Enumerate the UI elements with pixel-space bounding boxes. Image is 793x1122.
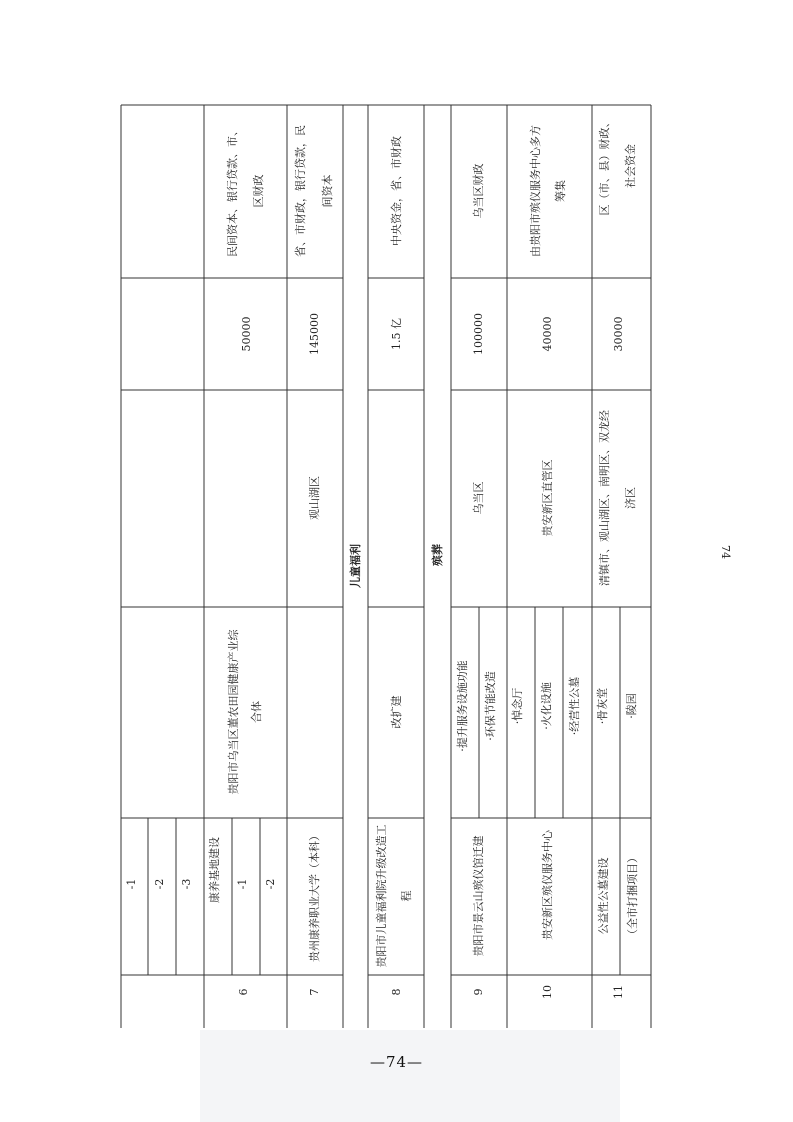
row-8-name-line1: 贵阳市儿童福利院升级改造工 xyxy=(375,824,388,968)
row-10-number: 10 xyxy=(541,985,554,999)
row-9-content-item-1: ·提升服务设施功能 xyxy=(456,660,469,752)
row-8-number: 8 xyxy=(390,988,403,996)
row-10-name: 贵安新区殡仪服务中心 xyxy=(541,830,554,940)
row-11-name: 公益性公墓建设 xyxy=(597,857,610,935)
row-9-investment: 100000 xyxy=(472,313,485,355)
row-6-investment: 50000 xyxy=(240,316,253,352)
row-6-content-line1: 贵阳市乌当区董农田园健康产业综 xyxy=(227,629,240,795)
sub-item-3: -3 xyxy=(180,878,193,890)
row-7-location: 观山湖区 xyxy=(308,476,321,520)
row-10-funding-line2: 筹集 xyxy=(554,180,567,202)
row-10-investment: 40000 xyxy=(541,316,554,352)
row-11-number: 11 xyxy=(612,985,625,999)
row-10-funding-line1: 由贵阳市殡仪服务中心多方 xyxy=(529,125,542,257)
row-11-location-line1: 清镇市、观山湖区、南明区、双龙经 xyxy=(598,410,611,586)
section-funeral: 殡葬 xyxy=(431,544,444,566)
row-9-funding: 乌当区财政 xyxy=(472,163,485,219)
row-10-location: 贵安新区直管区 xyxy=(541,459,554,537)
row-8-name-line2: 程 xyxy=(400,890,413,902)
row-6-sub-1: -1 xyxy=(236,878,249,890)
sub-item-2: -2 xyxy=(153,878,166,890)
row-6-number: 6 xyxy=(237,988,250,996)
row-9-number: 9 xyxy=(472,988,485,996)
sub-item-1: -1 xyxy=(125,878,138,890)
section-children-welfare: 儿童福利 xyxy=(349,544,362,588)
row-11-location-line2: 济区 xyxy=(624,487,637,509)
row-9-name: 贵阳市景云山殡仪馆迁建 xyxy=(472,835,485,957)
row-8-content: 改扩建 xyxy=(390,695,403,729)
row-11-content-item-2: ·陵园 xyxy=(625,693,638,719)
row-7-number: 7 xyxy=(308,988,321,996)
row-6-content-line2: 合体 xyxy=(250,701,263,723)
row-11-content-item-1: ·骨灰堂 xyxy=(596,687,609,725)
row-11-name-sub: （全市打捆项目） xyxy=(626,852,639,940)
row-6-funding-line2: 区财政 xyxy=(252,174,265,208)
row-7-funding-line2: 间资本 xyxy=(321,174,334,208)
row-11-funding-line1: 区（市、县）财政、 xyxy=(598,116,611,216)
row-10-content-item-1: ·悼念厅 xyxy=(511,687,524,725)
row-8-funding: 中央资金，省、市财政 xyxy=(390,136,403,246)
row-6-name: 康养基地建设 xyxy=(208,837,221,903)
row-9-location: 乌当区 xyxy=(472,481,485,515)
row-7-funding-line1: 省、市财政，银行贷款，民 xyxy=(294,125,307,257)
row-7-investment: 145000 xyxy=(308,313,321,355)
row-6-sub-2: -2 xyxy=(264,878,277,890)
footer-page-number: —74— xyxy=(369,1053,424,1071)
row-7-name: 贵州康养职业大学（本科） xyxy=(308,830,321,962)
row-11-investment: 30000 xyxy=(612,316,625,352)
row-10-content-item-3: ·经营性公墓 xyxy=(568,676,581,736)
row-9-content-item-2: ·环保节能改造 xyxy=(484,671,497,741)
row-11-funding-line2: 社会资金 xyxy=(624,144,637,188)
row-10-content-item-2: ·火化设施 xyxy=(540,682,553,730)
row-8-investment: 1.5 亿 xyxy=(390,318,403,350)
row-6-funding-line1: 民间资本、银行贷款、市、 xyxy=(226,125,239,257)
side-page-number: 74 xyxy=(719,545,732,559)
